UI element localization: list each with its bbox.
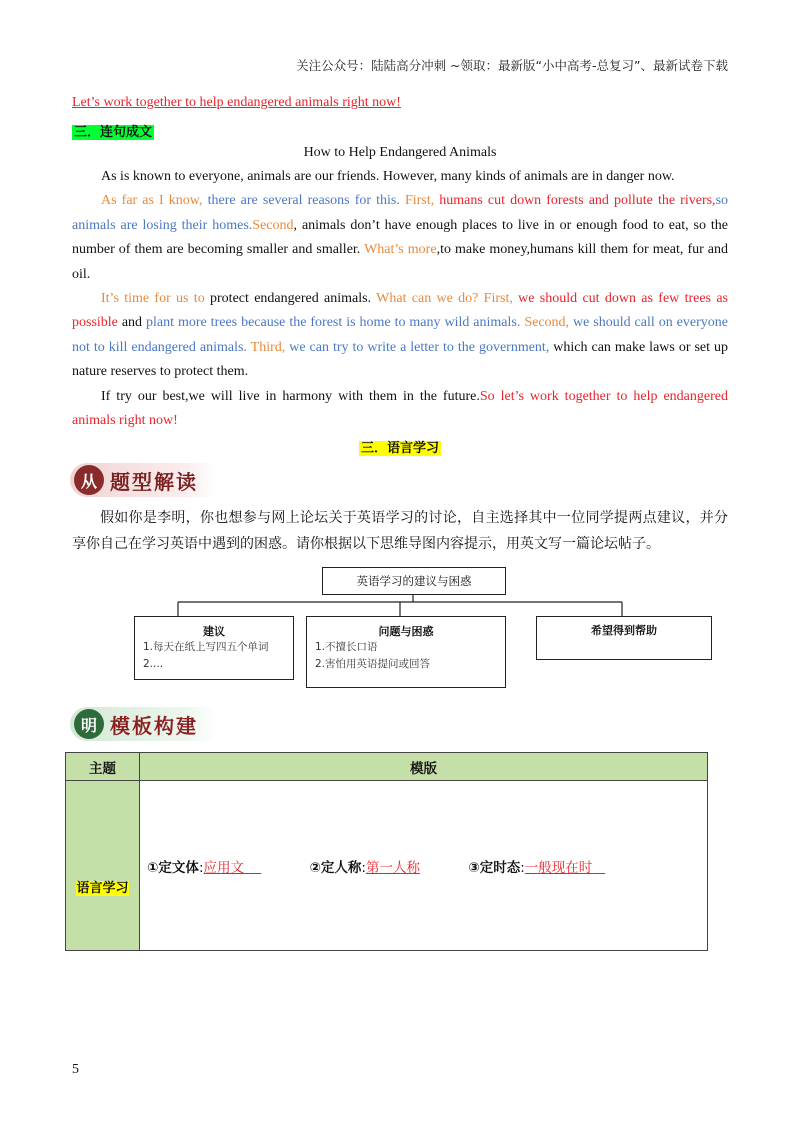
table-row-topic (66, 781, 140, 951)
phrase: Third, (250, 339, 290, 355)
phrase: we can try to write a letter to the government, (289, 339, 554, 355)
essay-body (72, 165, 728, 433)
mindmap-node-heading: 问题与困惑 (378, 625, 434, 638)
section-language-heading (0, 437, 800, 457)
row-topic-label: 语言学习 (76, 881, 129, 896)
item-value: 应用文 (203, 859, 244, 876)
essay-paragraph-3 (72, 287, 728, 385)
phrase: , animals don’t have enough places to live in or enough food to eat, so the number of them are becoming smaller and smaller. (72, 217, 728, 258)
interpret-badge-label: 题型解读 (110, 469, 198, 494)
interpret-badge (70, 463, 216, 497)
phrase: What’s more (364, 242, 437, 258)
task-description (72, 505, 728, 557)
phrase: As far as I know, (101, 193, 208, 209)
phrase: so animals are losing their homes. (72, 193, 729, 233)
interpret-seal-icon: 从 (74, 465, 104, 495)
essay-paragraph-1: As is known to everyone, animals are our friends. However, many kinds of animals are in danger now. (101, 169, 675, 184)
item-value: 一般现在时 (524, 859, 593, 876)
mindmap-node-advice (134, 616, 294, 680)
phrase: humans cut down forests and pollute the rivers, (439, 193, 716, 209)
essay-title: How to Help Endangered Animals (303, 145, 497, 160)
phrase: protect endangered animals. (210, 291, 377, 307)
section-connect-heading (72, 121, 154, 141)
mindmap-root: 英语学习的建议与困惑 (322, 567, 506, 595)
mindmap-node-line: 1.不擅长口语 (315, 641, 378, 653)
mindmap-node-heading: 建议 (203, 625, 225, 638)
mindmap-node-line: 2.害怕用英语提问或回答 (315, 658, 431, 670)
table-header-template: 模版 (140, 753, 708, 781)
phrase: If try our best,we will live in harmony with them in the future. (101, 388, 480, 404)
template-item-tense (468, 856, 605, 876)
template-item-style (147, 856, 261, 876)
table-template-cell (140, 781, 708, 951)
phrase: we should cut down as few trees as possible (72, 291, 728, 331)
section-connect-title: 三．连句成文 (74, 125, 153, 140)
section-language-title: 三．语言学习 (360, 441, 439, 456)
template-badge-label: 模板构建 (110, 713, 198, 738)
item-label: ③定时态 (468, 859, 521, 876)
item-sep: : (198, 859, 204, 876)
essay-paragraph-4 (72, 385, 728, 434)
intro-line: Let’s work together to help endangered animals right now! (72, 95, 401, 110)
phrase: So let’s work together to help endangered animals right now! (72, 388, 728, 429)
template-item-person (309, 856, 420, 876)
item-sep: : (520, 859, 525, 876)
template-seal-icon: 明 (74, 709, 104, 739)
phrase: It’s time for us to (101, 291, 211, 307)
template-badge (70, 707, 216, 741)
phrase: which can make laws or set up nature reserves to protect them. (72, 339, 728, 380)
item-sep: : (361, 859, 366, 876)
mindmap-node-heading: 希望得到帮助 (591, 624, 657, 637)
phrase: Second (252, 217, 294, 233)
phrase: ,to make money,humans kill them for meat, fur and oil. (72, 242, 729, 282)
mindmap-node-problems (306, 616, 506, 688)
phrase: there are several reasons for this. (207, 193, 405, 209)
phrase: plant more trees because the forest is home to many wild animals. (146, 315, 525, 331)
mindmap-node-line: 2.... (143, 658, 164, 670)
item-label: ②定人称 (309, 859, 362, 876)
essay-paragraph-2 (72, 189, 728, 287)
mindmap-node-help (536, 616, 712, 660)
table-header-topic: 主题 (66, 753, 140, 781)
phrase: Second, (524, 315, 573, 331)
phrase: First, (404, 193, 440, 209)
item-label: ①定文体 (147, 859, 199, 876)
phrase: we should call on everyone not to kill endangered animals. (72, 315, 728, 355)
item-value: 第一人称 (365, 859, 420, 876)
page-number: 5 (72, 1062, 79, 1077)
phrase: What can we do? First, (376, 291, 519, 307)
page-header: 关注公众号：陆陆高分冲刺 ~领取：最新版“小中高考-总复习”、最新试卷下载 (296, 58, 728, 73)
task-text: 假如你是李明，你也想参与网上论坛关于英语学习的讨论，自主选择其中一位同学提两点建议，并分享你自己在学习英语中遇到的困惑。请你根据以下思维导图内容提示，用英文写一篇论坛帖子。 (72, 510, 728, 552)
phrase: and (117, 315, 147, 331)
mindmap-node-line: 1.每天在纸上写四五个单词 (143, 641, 269, 653)
template-table (65, 752, 708, 951)
